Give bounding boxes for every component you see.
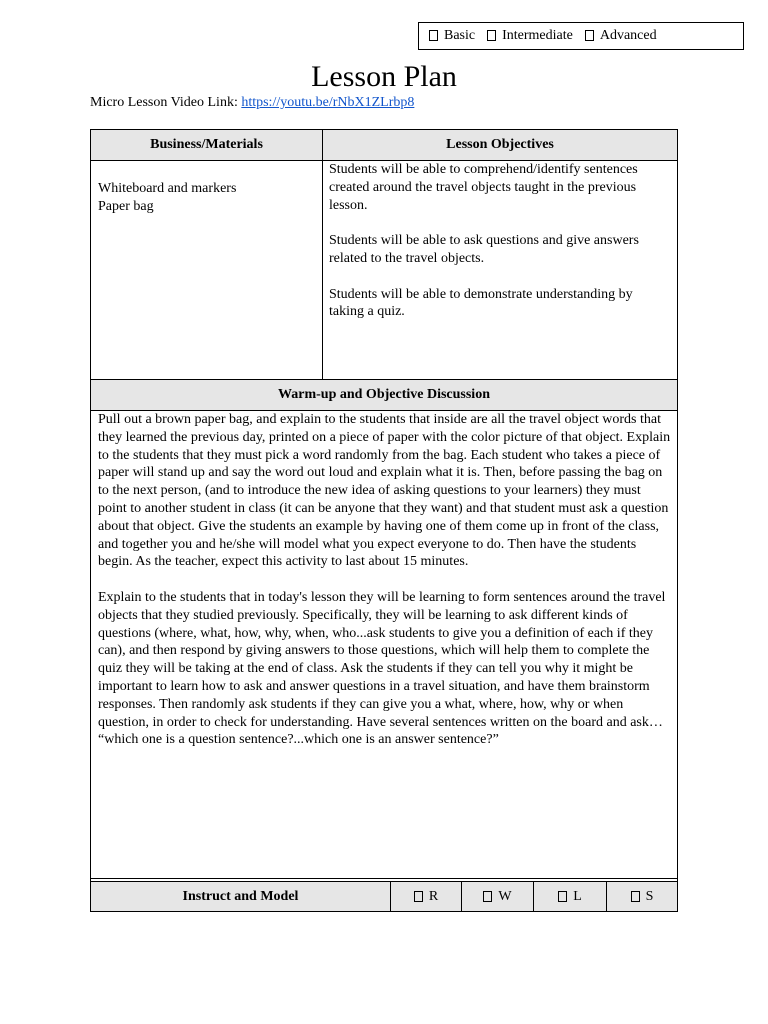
lesson-table: [90, 129, 678, 912]
skill-speaking[interactable]: [607, 882, 677, 911]
checkbox-icon[interactable]: [483, 891, 492, 902]
objective-item: Students will be able to ask questions and give answers related to the travel objects.: [329, 233, 639, 266]
video-link[interactable]: https://youtu.be/rNbX1ZLrbp8: [241, 95, 415, 110]
warmup-paragraph: Explain to the students that in today's lesson they will be learning to form sentences around the travel objects that they studied previously. Specifically, they will be learning to ask different kinds of questions (where, what, how, why, when, who...ask students to give you a definition of each if they can), and then respond by giving answers to those questions, which will help them to complete the quiz they will be taking at the end of class. Ask the students if they can tell you why it might be important to learn how to ask and answer questions in a travel situation, and have them brainstorm responses. Then randomly ask students if they can give you a what, where, how, why or when question, in order to check for understanding. Have several sentences written on the board and ask… “which one is a question sentence?...which one is an answer sentence?”: [98, 589, 666, 748]
skill-label: L: [573, 888, 582, 904]
objective-item: Students will be able to demonstrate understanding by taking a quiz.: [329, 286, 633, 320]
checkbox-icon[interactable]: [429, 30, 438, 41]
skill-label: S: [645, 888, 654, 904]
checkbox-icon[interactable]: [414, 891, 423, 902]
objectives-list: [329, 161, 669, 321]
materials-header: Business/Materials: [91, 130, 322, 160]
level-selector: [418, 22, 744, 50]
level-label-intermediate: Intermediate: [502, 28, 573, 44]
checkbox-icon[interactable]: [631, 891, 640, 902]
objective-item: Students will be able to comprehend/identify sentences created around the travel objects taught in the previous lesson.: [329, 162, 638, 213]
warmup-paragraph: Pull out a brown paper bag, and explain to the students that inside are all the travel object words that they learned the previous day, printed on a piece of paper with the color picture of that object. Explain to the students that they must pick a word randomly from the bag. Each student who takes a piece of paper will stand up and say the word out loud and explain what it is. Then, before passing the bag on to the next person, (and to introduce the new idea of asking questions to your learners) they must point to another student in class (it can be anyone that they want) and that student must ask a question about that object. Give the students an example by having one of them come up in front of the class, and together you and he/she will model what you expect everyone to do. Then have the students begin. As the teacher, expect this activity to last about 15 minutes.: [98, 412, 671, 570]
page-title: Lesson Plan: [311, 60, 457, 93]
level-label-basic: Basic: [444, 28, 476, 44]
level-option-intermediate[interactable]: [487, 27, 573, 45]
level-option-advanced[interactable]: [585, 27, 657, 45]
checkbox-icon[interactable]: [585, 30, 594, 41]
objectives-header: Lesson Objectives: [323, 130, 677, 160]
warmup-content: [98, 411, 672, 749]
level-option-basic[interactable]: [429, 27, 475, 45]
skill-label: R: [428, 888, 439, 904]
level-label-advanced: Advanced: [599, 28, 657, 44]
skill-label: W: [498, 888, 512, 904]
video-link-label: Micro Lesson Video Link:: [90, 95, 242, 110]
material-item: Whiteboard and markers: [98, 181, 237, 196]
skill-writing[interactable]: [462, 882, 533, 911]
video-link-line: [90, 94, 414, 112]
material-item: Paper bag: [98, 198, 154, 214]
skill-listening[interactable]: [534, 882, 606, 911]
checkbox-icon[interactable]: [558, 891, 567, 902]
materials-list: [98, 180, 318, 216]
checkbox-icon[interactable]: [487, 30, 496, 41]
warmup-header: Warm-up and Objective Discussion: [91, 380, 677, 410]
instruct-header: Instruct and Model: [91, 882, 390, 911]
skill-reading[interactable]: [391, 882, 461, 911]
